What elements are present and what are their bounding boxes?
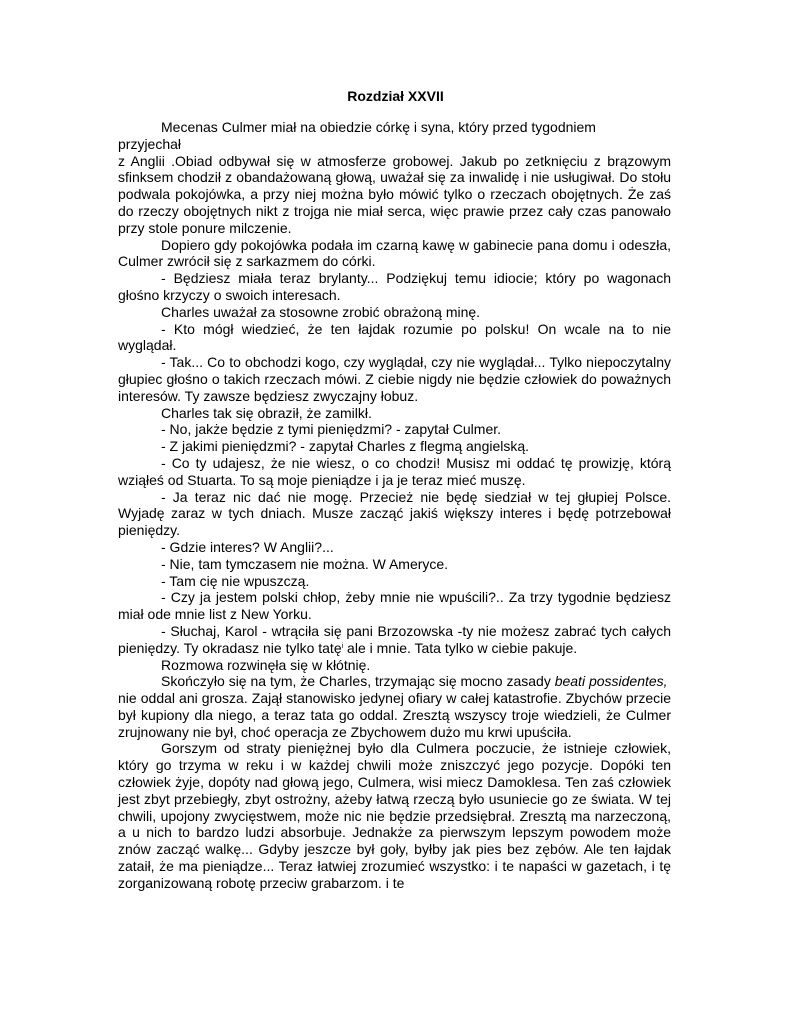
paragraph-6: - Tak... Co to obchodzi kogo, czy wyglądał, czy nie wyglądał... Tylko niepoczytalny głupiec głośno o takich rzeczach mówi. Z ciebie nigdy nie będzie człowiek do poważnych interesów. Ty zawsze będziesz zwyczajny łobuz. [118,354,671,404]
paragraph-16 [118,623,671,657]
chapter-body [118,119,671,892]
paragraph-3: - Będziesz miała teraz brylanty... Podziękuj temu idiocie; który po wagonach głośno krzyczy o swoich interesach. [118,270,671,303]
paragraph-1a: Mecenas Culmer miał na obiedzie córkę i syna, który przed tygodniem [161,119,596,135]
paragraph-19: Gorszym od straty pieniężnej było dla Culmera poczucie, że istnieje człowiek, który go trzyma w reku i w każdej chwili może zniszczyć jego pozycje. Dopóki ten człowiek żyje, dopóty nad głową jego, Culmera, wisi miecz Damoklesa. Ten zaś człowiek jest zbyt przebiegły, zbyt ostrożny, ażeby łatwą rzeczą było usuniecie go ze świata. W tej chwili, upojony zwycięstwem, może nic nie będzie przedsiębrał. Zresztą ma narzeczoną, a u nich to bardzo ludzi absorbuje. Jednakże za pierwszym lepszym powodem może znów zacząć walkę... Gdyby jeszcze był goły, byłby jak pies bez zębów. Ale ten łajdak zataił, że ma pieniądze... Teraz łatwiej zrozumieć wszystko: i te napaści w gazetach, i tę zorganizowaną robotę przeciw grabarzom. i te [118,740,671,891]
paragraph-8: - No, jakże będzie z tymi pieniędzmi? - zapytał Culmer. [161,421,502,438]
paragraph-7: Charles tak się obraził, że zamilkł. [161,404,372,421]
latin-phrase: beati possidentes, [554,673,668,690]
paragraph-14: - Tam cię nie wpuszczą. [161,572,310,589]
paragraph-17: Rozmowa rozwinęła się w kłótnię. [161,656,371,673]
paragraph-18-text: Skończyło się na tym, że Charles, trzymając się mocno zasady [161,673,555,690]
paragraph-10: - Co ty udajesz, że nie wiesz, o co chodzi! Musisz mi oddać tę prowizję, którą wziąłeś od Stuarta. To są moje pieniądze i ja je teraz mieć muszę. [118,454,671,488]
paragraph-16-text-end: ale i mnie. Tata tylko w ciebie pakuje. [343,639,578,656]
paragraph-4: Charles uważał za stosowne zrobić obrażoną minę. [161,303,481,320]
paragraph-18a [118,673,671,690]
paragraph-9: - Z jakimi pieniędzmi? - zapytał Charles z flegmą angielską. [161,438,530,455]
paragraph-11: - Ja teraz nic dać nie mogę. Przecież nie będę siedział w tej głupiej Polsce. Wyjadę zaraz w tych dniach. Musze zacząć jakiś większy interes i będę potrzebował pieniędzy. [118,488,671,539]
chapter-title: Rozdział XXVII [347,88,444,104]
paragraph-18c: nie oddal ani grosza. Zajął stanowisko jedynej ofiary w całej katastrofie. Zbychów przecie był kupiony dla niego, a teraz tata go oddal. Zresztą wszyscy troje wiedzieli, że Culmer zrujnowany nie był, choć operacja ze Zbychowem dużo mu krwi upuściła. [118,690,671,740]
paragraph-2: Dopiero gdy pokojówka podała im czarną kawę w gabinecie pana domu i odeszła, Culmer zwrócił się z sarkazmem do córki. [118,236,671,270]
paragraph-16-text: - Słuchaj, Karol - wtrąciła się pani Brzozowska -ty nie możesz zabrać tych całych pieniędzy. Ty okradasz nie tylko tatę [118,622,671,656]
paragraph-1c: z Anglii .Obiad odbywał się w atmosferze grobowej. Jakub po zetknięciu z brązowym sfinksem chodził z obandażowaną głową, uważał się za inwalidę i nie usługiwał. Do stołu podwala pokojówka, a przy niej można było mówić tylko o rzeczach obojętnych. Że zaś do rzeczy obojętnych nikt z trojga nie miał serca, więc prawie przez cały czas panowało przy stole ponure milczenie. [118,152,671,236]
paragraph-12: - Gdzie interes? W Anglii?... [161,538,334,555]
paragraph-15: - Czy ja jestem polski chłop, żeby mnie nie wpuścili?.. Za trzy tygodnie będziesz miał ode mnie list z New Yorku. [118,589,671,623]
paragraph-13: - Nie, tam tymczasem nie można. W Ameryce. [161,555,449,572]
paragraph-5: - Kto mógł wiedzieć, że ten łajdak rozumie po polsku! On wcale na to nie wyglądał. [118,320,671,354]
paragraph-1b: przyjechał [118,135,182,152]
footnote-marker[interactable]: i [341,642,344,650]
